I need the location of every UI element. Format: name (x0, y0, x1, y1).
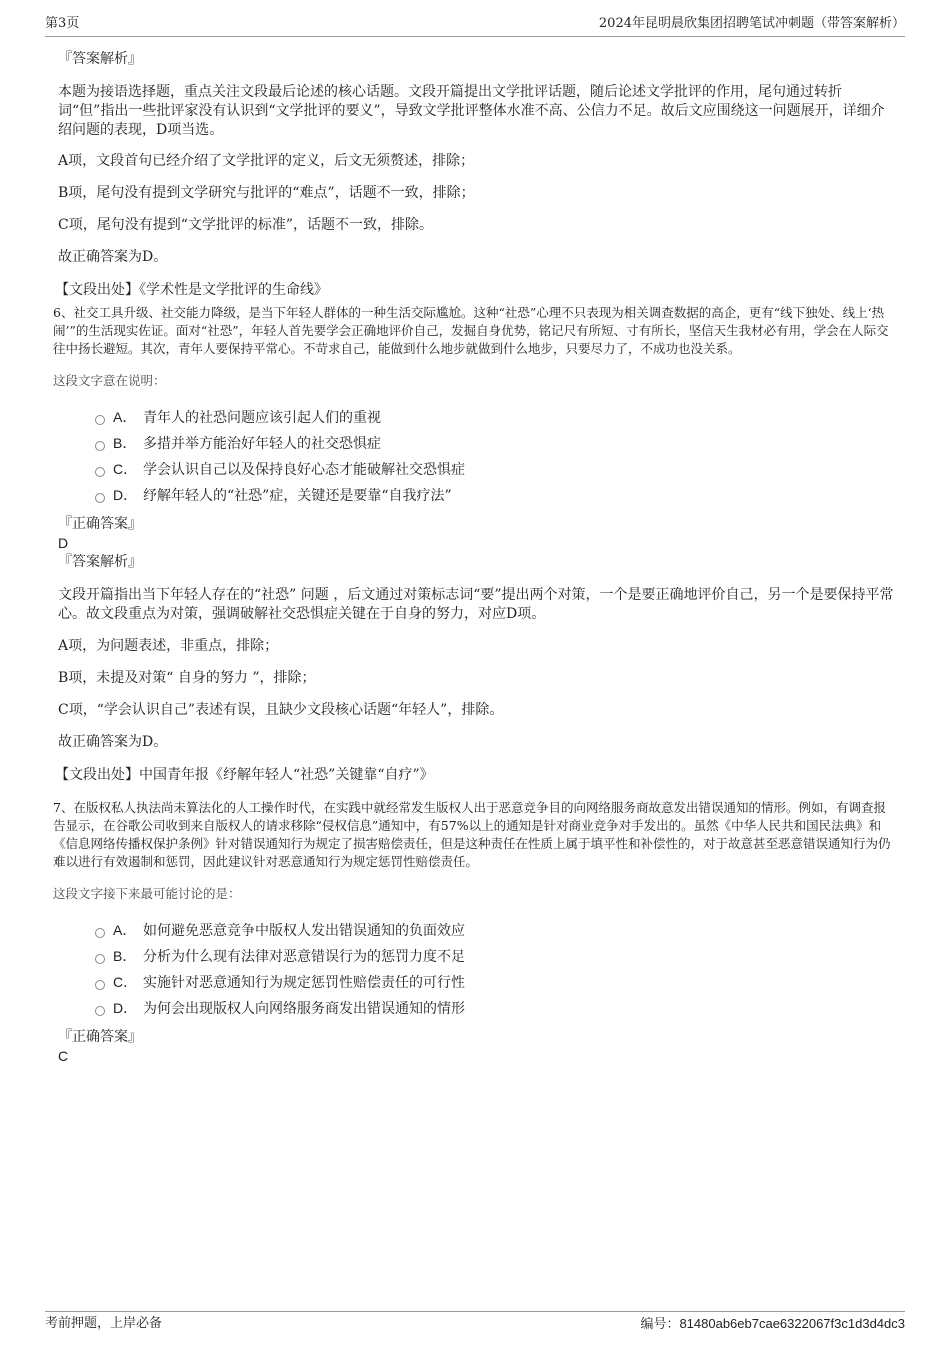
radio-icon[interactable] (95, 441, 105, 451)
document-code: 编号：81480ab6eb7cae6322067f3c1d3d4dc3 (640, 1316, 905, 1331)
q6-correct-label: 『正确答案』 (58, 516, 142, 532)
q7-option-c[interactable]: C． 实施针对恶意通知行为规定惩罚性赔偿责任的可行性 (95, 969, 895, 995)
q6-correct-answer: D (58, 535, 69, 551)
radio-icon[interactable] (95, 415, 105, 425)
q5-analysis: 本题为接语选择题，重点关注文段最后论述的核心话题。文段开篇提出文学批评话题，随后论述文学批评的作用，尾句通过转折词“但”指出一些批评家没有认识到“文学批评的要义”，导致文学批评整体水准不高、公信力不足。故后文应围绕这一问题展开，详细介绍问题的表现，D项当选。 (58, 84, 885, 138)
radio-icon[interactable] (95, 954, 105, 964)
page-footer (45, 1311, 905, 1334)
radio-icon[interactable] (95, 1006, 105, 1016)
q7-prompt: 这段文字接下来最可能讨论的是： (53, 886, 241, 901)
q7-option-b[interactable]: B． 分析为什么现有法律对恶意错误行为的惩罚力度不足 (95, 943, 895, 969)
q7-correct-label: 『正确答案』 (58, 1029, 142, 1045)
q7-question: 7、在版权私人执法尚未算法化的人工操作时代，在实践中就经常发生版权人出于恶意竞争目的向网络服务商故意发出错误通知的情形。例如，有调查报告显示，在谷歌公司收到来自版权人的请求移除“侵权信息”通知中，有57%以上的通知是针对商业竞争对手发出的。虽然《中华人民共和国民法典》和《信息网络传播权保护条例》针对错误通知行为规定了损害赔偿责任，但是这种责任在性质上属于填平性和补偿性的，对于故意甚至恶意错误通知行为仍难以进行有效遏制和惩罚，因此建议针对恶意通知行为规定惩罚性赔偿责任。 (53, 800, 891, 869)
footer-slogan: 考前押题，上岸必备 (45, 1316, 163, 1331)
q6-analysis-c: C项，“学会认识自己”表述有误，且缺少文段核心话题“年轻人”，排除。 (58, 702, 504, 718)
q6-source: 【文段出处】中国青年报《纾解年轻人“社恐”关键靠“自疗”》 (55, 767, 434, 783)
radio-icon[interactable] (95, 467, 105, 477)
q5-analysis-label: 『答案解析』 (58, 51, 142, 67)
q5-analysis-b: B项，尾句没有提到文学研究与批评的“难点”，话题不一致，排除； (58, 185, 475, 201)
q6-analysis: 文段开篇指出当下年轻人存在的“社恐” 问题 ，后文通过对策标志词“要”提出两个对策，一个是要正确地评价自己，另一个是要保持平常心。故文段重点为对策，强调破解社交恐惧症关键在于自身的努力，对应D项。 (58, 587, 894, 622)
q6-option-d[interactable]: D． 纾解年轻人的“社恐”症，关键还是要靠“自我疗法” (95, 482, 895, 508)
page-header (45, 14, 905, 37)
q6-analysis-b: B项，未提及对策“ 自身的努力 ”，排除； (58, 670, 316, 686)
q6-options (55, 404, 895, 508)
q6-option-c[interactable]: C． 学会认识自己以及保持良好心态才能破解社交恐惧症 (95, 456, 895, 482)
page-content (55, 45, 895, 1065)
radio-icon[interactable] (95, 493, 105, 503)
q6-question: 6、社交工具升级、社交能力降级，是当下年轻人群体的一种生活交际尴尬。这种“社恐”心理不只表现为相关调查数据的高企，更有“线下独处、线上‘热闹’”的生活现实佐证。面对“社恐”，年轻人首先要学会正确地评价自己，发掘自身优势，铭记尺有所短、寸有所长，坚信天生我材必有用，学会在人际交往中扬长避短。其次，青年人要保持平常心。不苛求自己，能做到什么地步就做到什么地步，只要尽力了，不成功也没关系。 (53, 305, 889, 356)
q6-analysis-label: 『答案解析』 (58, 554, 142, 570)
q7-option-d[interactable]: D． 为何会出现版权人向网络服务商发出错误通知的情形 (95, 995, 895, 1021)
q5-conclusion: 故正确答案为D。 (58, 249, 168, 265)
q5-source: 【文段出处】《学术性是文学批评的生命线》 (55, 282, 328, 298)
page-number: 第3页 (45, 16, 80, 31)
q5-analysis-c: C项，尾句没有提到“文学批评的标准”，话题不一致，排除。 (58, 217, 434, 233)
q6-option-b[interactable]: B． 多措并举方能治好年轻人的社交恐惧症 (95, 430, 895, 456)
q7-correct-answer: C (58, 1048, 69, 1064)
radio-icon[interactable] (95, 980, 105, 990)
q5-analysis-a: A项，文段首句已经介绍了文学批评的定义，后文无须赘述，排除； (58, 153, 475, 169)
radio-icon[interactable] (95, 928, 105, 938)
q7-options (55, 917, 895, 1021)
document-title: 2024年昆明晨欣集团招聘笔试冲刺题（带答案解析） (598, 16, 905, 31)
q6-analysis-a: A项，为问题表述，非重点，排除； (58, 638, 279, 654)
q6-conclusion: 故正确答案为D。 (58, 734, 168, 750)
q7-option-a[interactable]: A． 如何避免恶意竞争中版权人发出错误通知的负面效应 (95, 917, 895, 943)
q6-prompt: 这段文字意在说明： (53, 373, 166, 388)
q6-option-a[interactable]: A． 青年人的社恐问题应该引起人们的重视 (95, 404, 895, 430)
